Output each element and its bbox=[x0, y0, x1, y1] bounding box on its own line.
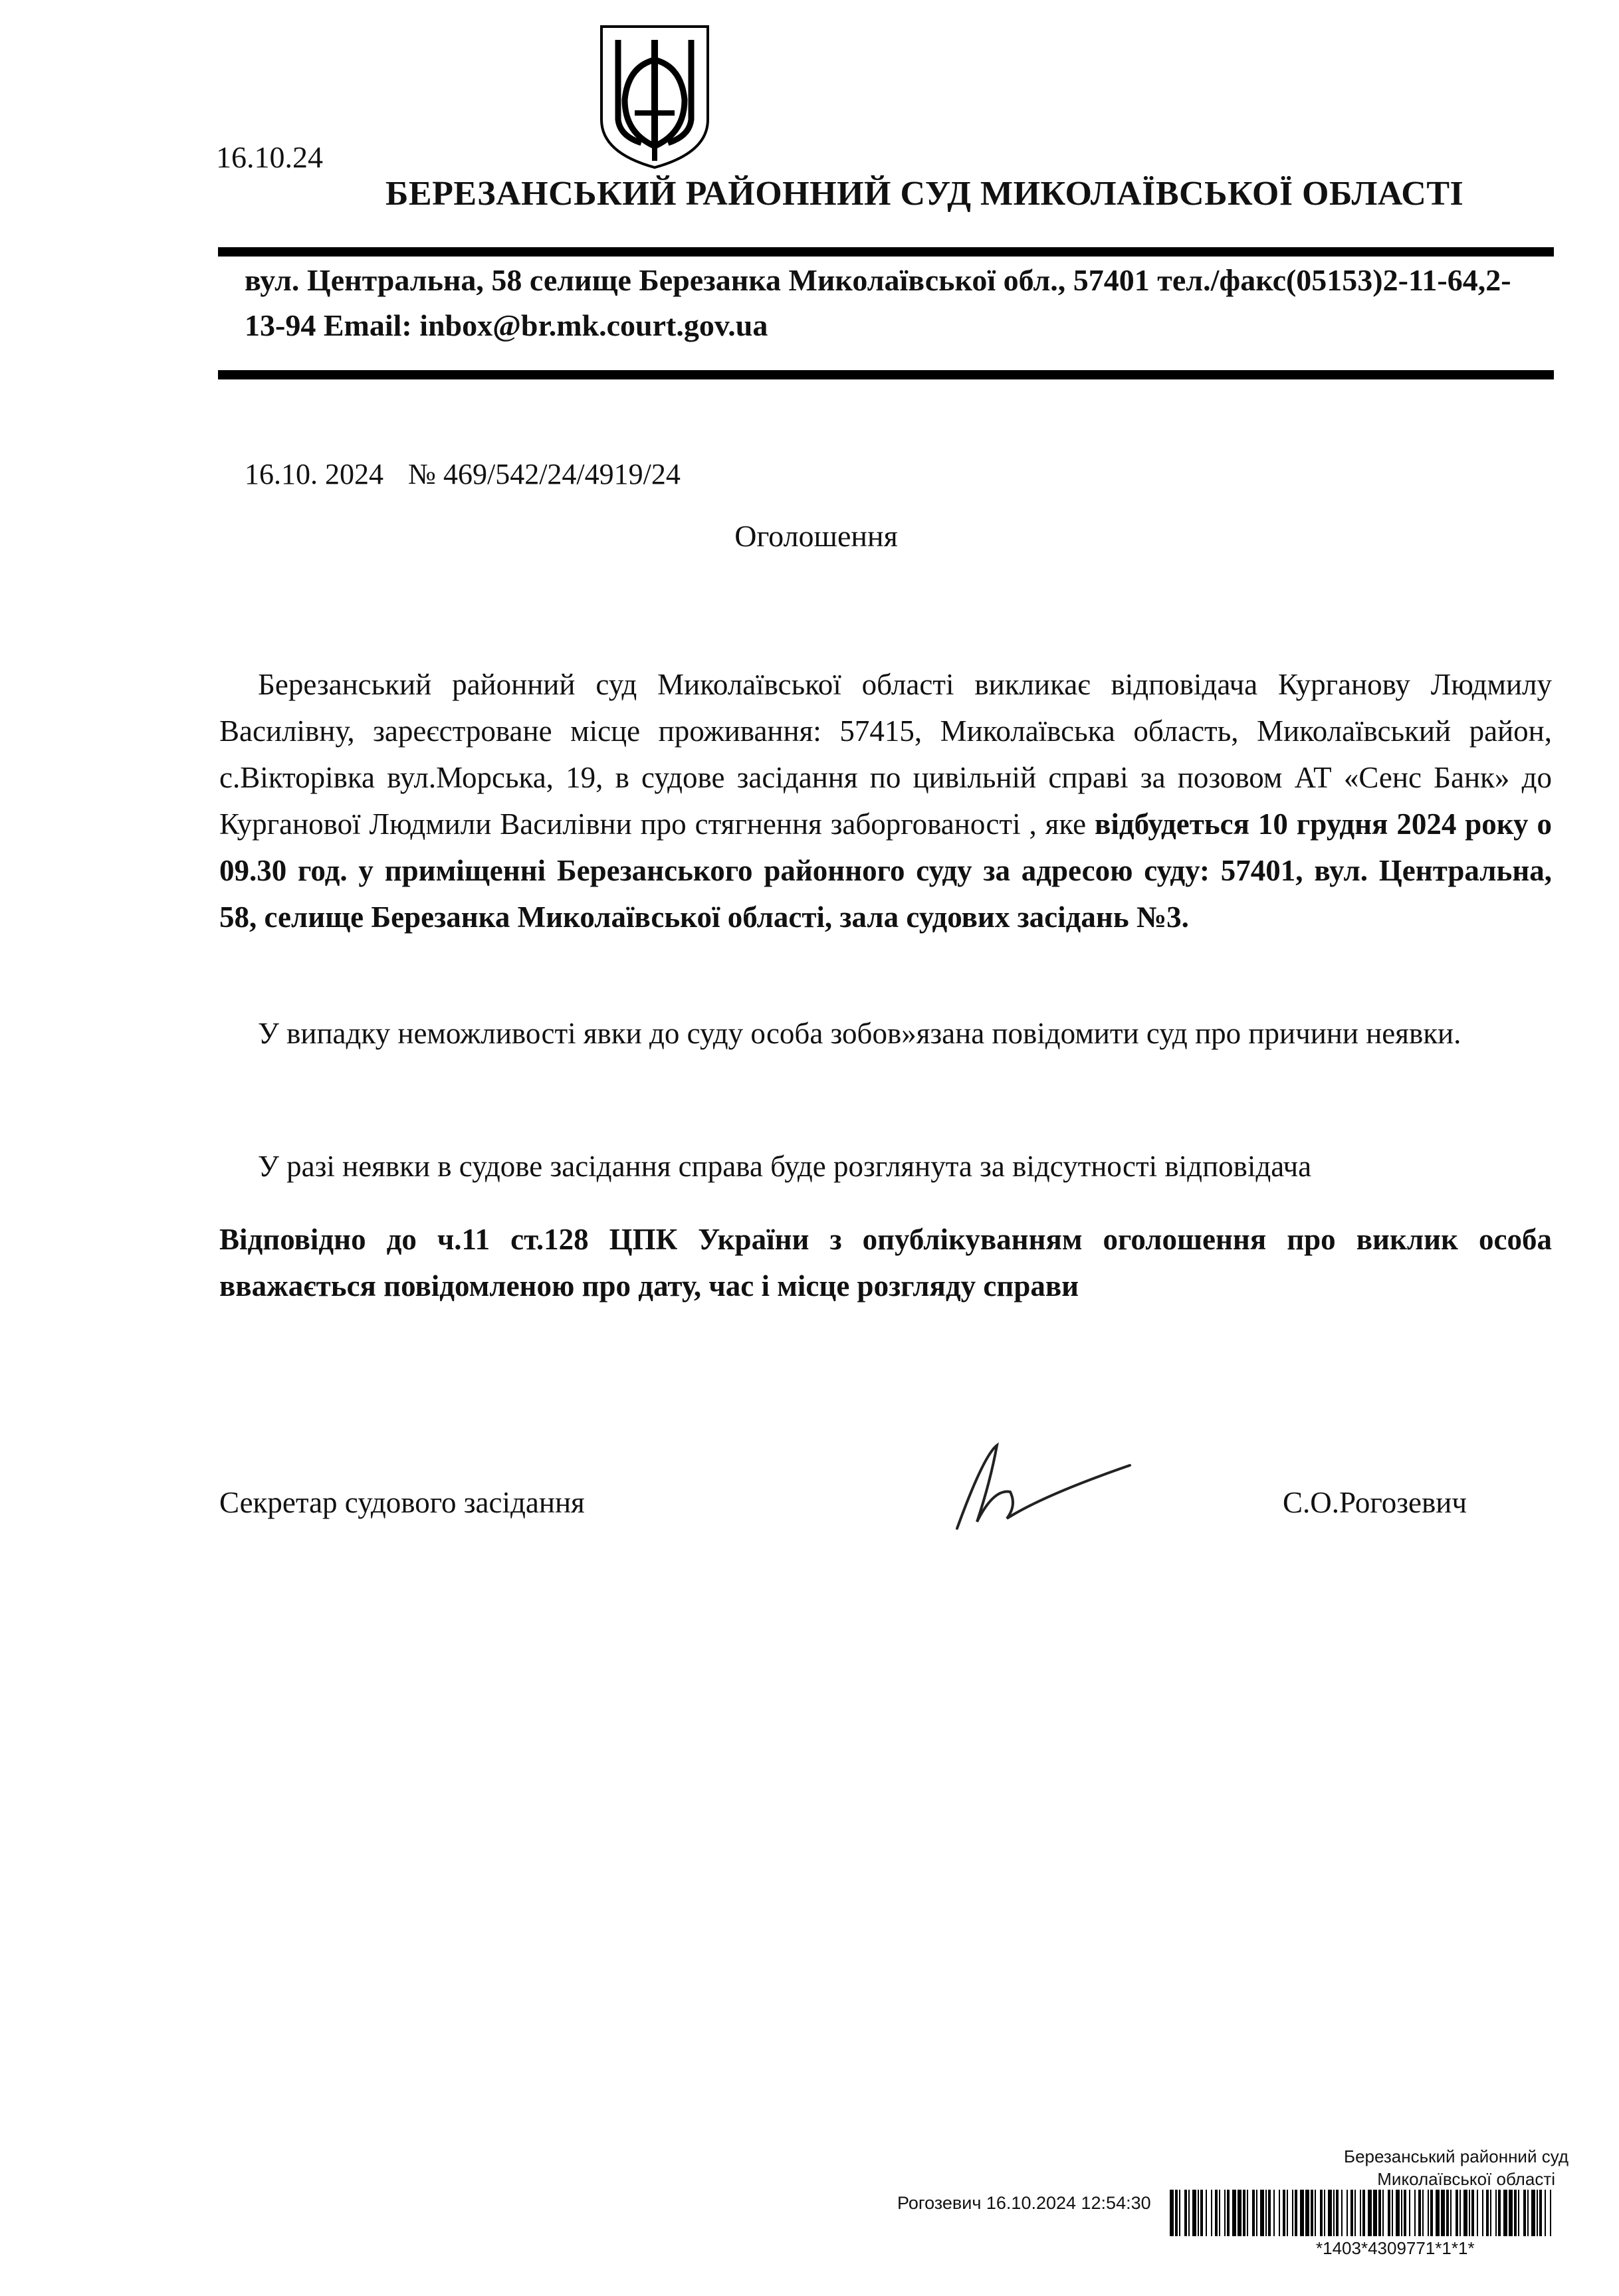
signatory-role: Секретар судового засідання bbox=[219, 1486, 585, 1519]
registration-line bbox=[245, 457, 698, 491]
barcode-bar bbox=[1360, 2190, 1361, 2236]
barcode-bar bbox=[1388, 2190, 1390, 2236]
signatory-name: С.О.Рогозевич bbox=[1283, 1486, 1467, 1519]
barcode-bar bbox=[1495, 2190, 1497, 2236]
barcode-bar bbox=[1320, 2190, 1323, 2236]
barcode-bar bbox=[1409, 2190, 1410, 2236]
barcode-bar bbox=[1268, 2190, 1271, 2236]
barcode-bar bbox=[1430, 2190, 1433, 2236]
barcode-bar bbox=[1537, 2190, 1538, 2236]
barcode-bar bbox=[1373, 2190, 1377, 2236]
summons-paragraph bbox=[219, 661, 1552, 940]
barcode-bar bbox=[1170, 2190, 1174, 2236]
barcode-bar bbox=[1243, 2190, 1245, 2236]
barcode-bar bbox=[1428, 2190, 1429, 2236]
court-name-title: БЕРЕЗАНСЬКИЙ РАЙОННИЙ СУД МИКОЛАЇВСЬКОЇ ОБЛАСТІ bbox=[385, 175, 1464, 213]
registration-number: № 469/542/24/4919/24 bbox=[408, 458, 681, 490]
barcode-bar bbox=[1324, 2190, 1325, 2236]
barcode-bar bbox=[1368, 2190, 1372, 2236]
barcode-bar bbox=[1200, 2190, 1203, 2236]
barcode-bar bbox=[1418, 2190, 1421, 2236]
legal-basis-paragraph: Відповідно до ч.11 ст.128 ЦПК України з опублікуванням оголошення про виклик особа вважається повідомленою про дату, час і місце розгляду справи bbox=[219, 1223, 1552, 1303]
barcode-bar bbox=[1184, 2190, 1187, 2236]
barcode-bar bbox=[1514, 2190, 1517, 2236]
electronic-registration-stamp bbox=[877, 2146, 1615, 2296]
barcode-bar bbox=[1311, 2190, 1313, 2236]
barcode-bar bbox=[1300, 2190, 1304, 2236]
barcode-bar bbox=[1333, 2190, 1335, 2236]
stamp-org-line1: Березанський районний суд bbox=[1344, 2146, 1568, 2166]
barcode-bar bbox=[1531, 2190, 1535, 2236]
barcode-bar bbox=[1382, 2190, 1384, 2236]
barcode-bar bbox=[1378, 2190, 1381, 2236]
coat-of-arms-emblem bbox=[595, 20, 714, 173]
barcode-bar bbox=[1523, 2190, 1526, 2236]
stamp-signer-timestamp: Рогозевич 16.10.2024 12:54:30 bbox=[897, 2193, 1151, 2213]
header-date: 16.10.24 bbox=[216, 140, 323, 174]
barcode-bar bbox=[1279, 2190, 1280, 2236]
barcode-bar bbox=[1192, 2190, 1196, 2236]
barcode-bar bbox=[1198, 2190, 1199, 2236]
barcode-bar bbox=[1404, 2190, 1406, 2236]
barcode-bar bbox=[1273, 2190, 1275, 2236]
barcode-bar bbox=[1292, 2190, 1293, 2236]
barcode-bar bbox=[1305, 2190, 1309, 2236]
barcode-bar bbox=[1486, 2190, 1489, 2236]
barcode-bar bbox=[1545, 2190, 1546, 2236]
barcode-bar bbox=[1477, 2190, 1478, 2236]
barcode-bar bbox=[1550, 2190, 1551, 2236]
barcode-bar bbox=[1471, 2190, 1474, 2236]
barcode-bar bbox=[1392, 2190, 1393, 2236]
barcode-bar bbox=[1401, 2190, 1402, 2236]
barcode-bar bbox=[1527, 2190, 1529, 2236]
barcode-bar bbox=[1456, 2190, 1458, 2236]
barcode-bar bbox=[1287, 2190, 1288, 2236]
barcode-bar bbox=[1295, 2190, 1297, 2236]
barcode-bar bbox=[1227, 2190, 1230, 2236]
summons-hearing-details: відбудеться 10 грудня 2024 року о 09.30 год. у приміщенні Березанського районного суду за адресою суду: 57401, вул. Центральна, 58, селище Березанка Миколаївської області, зала судових засідань №3. bbox=[219, 807, 1552, 934]
barcode-bar bbox=[1260, 2190, 1264, 2236]
barcode-bar bbox=[1211, 2190, 1212, 2236]
barcode-bar bbox=[1354, 2190, 1356, 2236]
barcode-bar bbox=[1509, 2190, 1513, 2236]
barcode-bar bbox=[1463, 2190, 1467, 2236]
barcode-bar bbox=[1247, 2190, 1248, 2236]
barcode-bar bbox=[1498, 2190, 1501, 2236]
barcode-bar bbox=[1188, 2190, 1190, 2236]
header-rule-bottom bbox=[218, 370, 1554, 379]
court-address: вул. Центральна, 58 селище Березанка Миколаївської обл., 57401 тел./факс(05153)2-11-64,2-13-94 Email: inbox@br.mk.court.gov.ua bbox=[245, 263, 1511, 342]
barcode-bar bbox=[1482, 2190, 1483, 2236]
barcode-bar bbox=[1224, 2190, 1226, 2236]
barcode-bar bbox=[1459, 2190, 1461, 2236]
barcode-bar bbox=[1315, 2190, 1316, 2236]
barcode-bar bbox=[1450, 2190, 1452, 2236]
summons-text: Березанський районний суд Миколаївської області викликає відповідача Курганову Людмилу Василівну, зареєстроване місце проживання: 57415, Миколаївська область, Миколаївський район, с.Вікторівка вул.Морська, 19, в судове засідання по цивільній справі за позовом АТ «Сенс Банк» до Курганової Людмили Василівни про стягнення заборгованості , яке bbox=[219, 668, 1552, 841]
stamp-barcode-code: *1403*4309771*1*1* bbox=[1316, 2238, 1475, 2258]
default-hearing-paragraph: У разі неявки в судове засідання справа буде розглянута за відсутності відповідача bbox=[258, 1150, 1312, 1183]
handwritten-signature bbox=[944, 1442, 1143, 1542]
barcode-bar bbox=[1252, 2190, 1255, 2236]
barcode-bar bbox=[1362, 2190, 1365, 2236]
barcode-bar bbox=[1414, 2190, 1416, 2236]
barcode-bar bbox=[1422, 2190, 1424, 2236]
barcode-bar bbox=[1232, 2190, 1236, 2236]
barcode-bar bbox=[1518, 2190, 1519, 2236]
barcode-bar bbox=[1350, 2190, 1353, 2236]
barcode-bar bbox=[1265, 2190, 1267, 2236]
barcode bbox=[1170, 2190, 1555, 2236]
barcode-bar bbox=[1179, 2190, 1180, 2236]
barcode-bar bbox=[1490, 2190, 1491, 2236]
document-title: Оголошення bbox=[734, 519, 898, 553]
barcode-bar bbox=[1283, 2190, 1285, 2236]
barcode-bar bbox=[1503, 2190, 1507, 2236]
barcode-bar bbox=[1436, 2190, 1440, 2236]
barcode-bar bbox=[1256, 2190, 1257, 2236]
barcode-bar bbox=[1539, 2190, 1542, 2236]
barcode-bar bbox=[1341, 2190, 1343, 2236]
barcode-bar bbox=[1328, 2190, 1332, 2236]
barcode-bar bbox=[1336, 2190, 1339, 2236]
barcode-bar bbox=[1238, 2190, 1241, 2236]
registration-date: 16.10. 2024 bbox=[245, 458, 383, 490]
barcode-bar bbox=[1469, 2190, 1470, 2236]
barcode-bar bbox=[1441, 2190, 1445, 2236]
stamp-org-line2: Миколаївської області bbox=[1377, 2169, 1555, 2189]
barcode-bar bbox=[1446, 2190, 1449, 2236]
barcode-bar bbox=[1219, 2190, 1220, 2236]
barcode-bar bbox=[1206, 2190, 1207, 2236]
absence-notice-paragraph: У випадку неможливості явки до суду особа зобов»язана повідомити суд про причини неявки. bbox=[258, 1017, 1461, 1050]
barcode-bar bbox=[1175, 2190, 1178, 2236]
barcode-bar bbox=[1396, 2190, 1400, 2236]
header-rule-top bbox=[218, 247, 1554, 257]
barcode-bar bbox=[1215, 2190, 1218, 2236]
barcode-bar bbox=[1347, 2190, 1348, 2236]
